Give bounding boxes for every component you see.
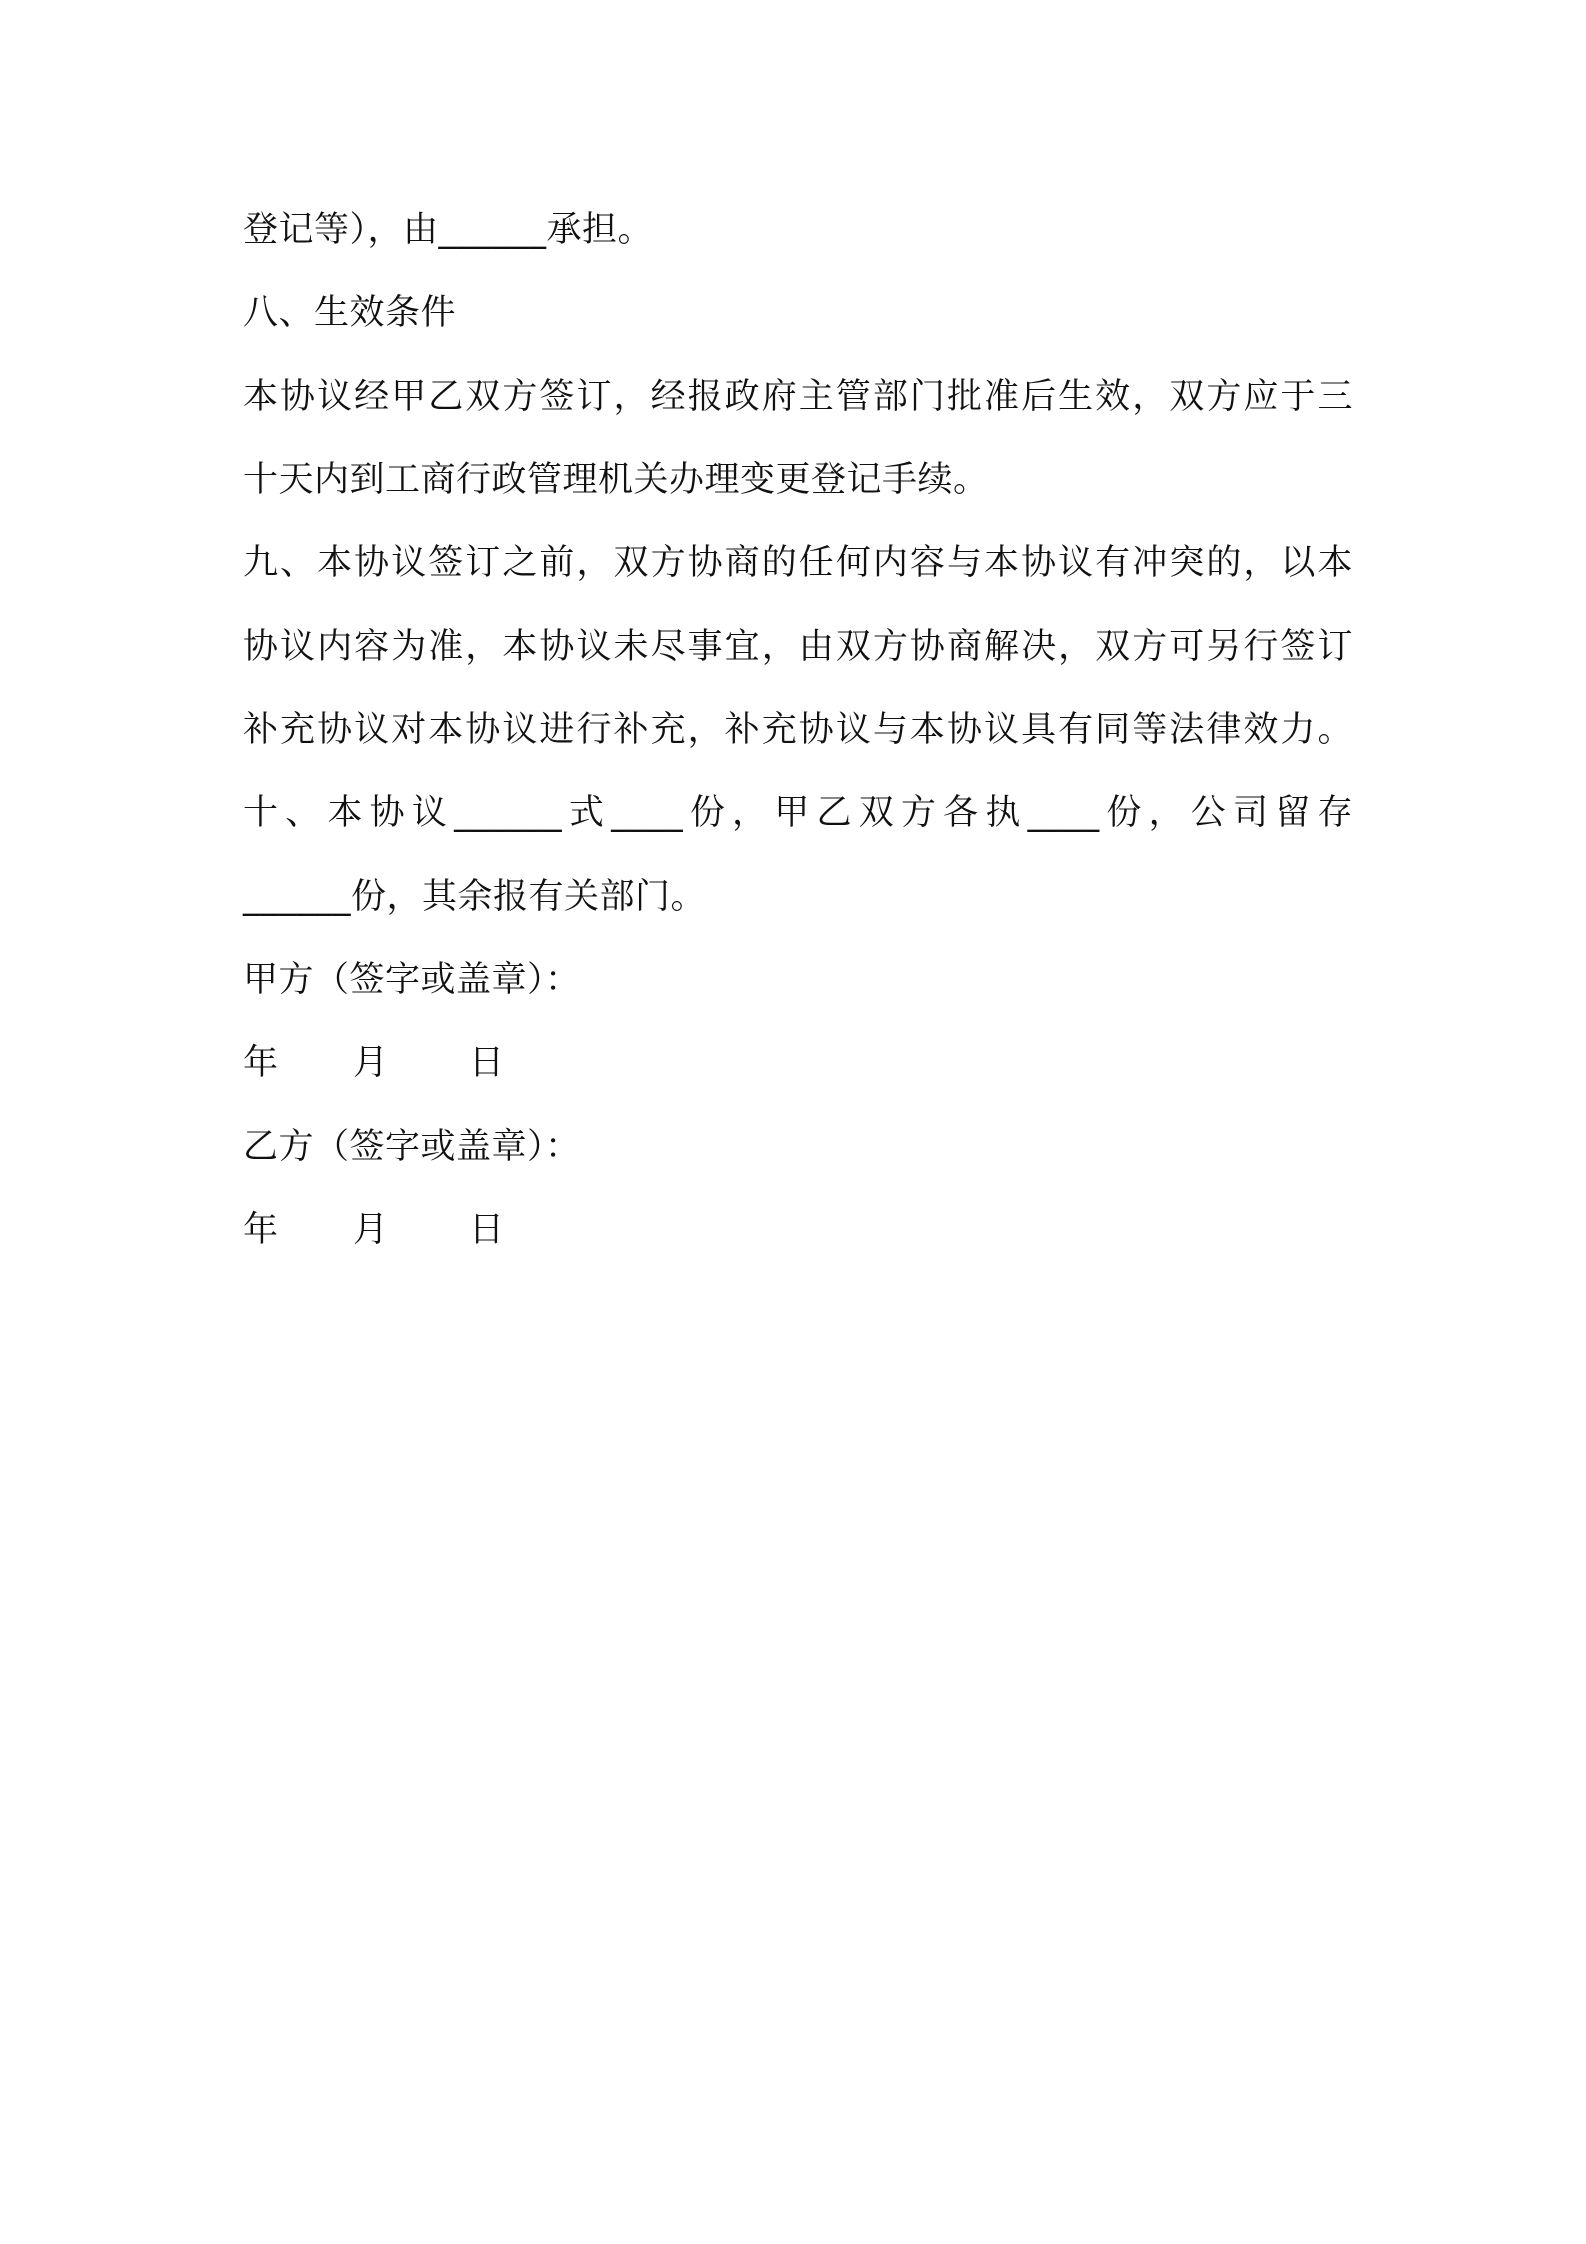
text-line-clause-nine-3: 补充协议对本协议进行补充，补充协议与本协议具有同等法律效力。 xyxy=(243,710,1353,750)
party-b-date-row xyxy=(243,1205,504,1255)
text-line-fees: 登记等），由______承担。 xyxy=(243,210,654,250)
date-month-label: 月 xyxy=(353,1043,389,1083)
text-line-clause-ten-2: ______份，其余报有关部门。 xyxy=(243,877,707,917)
date-month-label: 月 xyxy=(353,1210,389,1250)
section-heading-effective-conditions: 八、生效条件 xyxy=(243,293,457,333)
party-b-signature-label: 乙方（签字或盖章）： xyxy=(243,1127,581,1167)
date-year-label: 年 xyxy=(243,1210,279,1250)
date-day-label: 日 xyxy=(469,1210,505,1250)
text-line-effective-2: 十天内到工商行政管理机关办理变更登记手续。 xyxy=(243,460,989,500)
party-a-signature-label: 甲方（签字或盖章）： xyxy=(243,960,581,1000)
date-year-label: 年 xyxy=(243,1043,279,1083)
text-line-effective-1: 本协议经甲乙双方签订，经报政府主管部门批准后生效，双方应于三 xyxy=(243,377,1353,417)
date-day-label: 日 xyxy=(469,1043,505,1083)
text-line-clause-ten-1: 十、本协议______式____份，甲乙双方各执____份，公司留存 xyxy=(243,793,1353,833)
text-line-clause-nine-2: 协议内容为准，本协议未尽事宜，由双方协商解决，双方可另行签订 xyxy=(243,627,1353,667)
text-line-clause-nine-1: 九、本协议签订之前，双方协商的任何内容与本协议有冲突的，以本 xyxy=(243,543,1353,583)
party-a-date-row xyxy=(243,1038,504,1088)
